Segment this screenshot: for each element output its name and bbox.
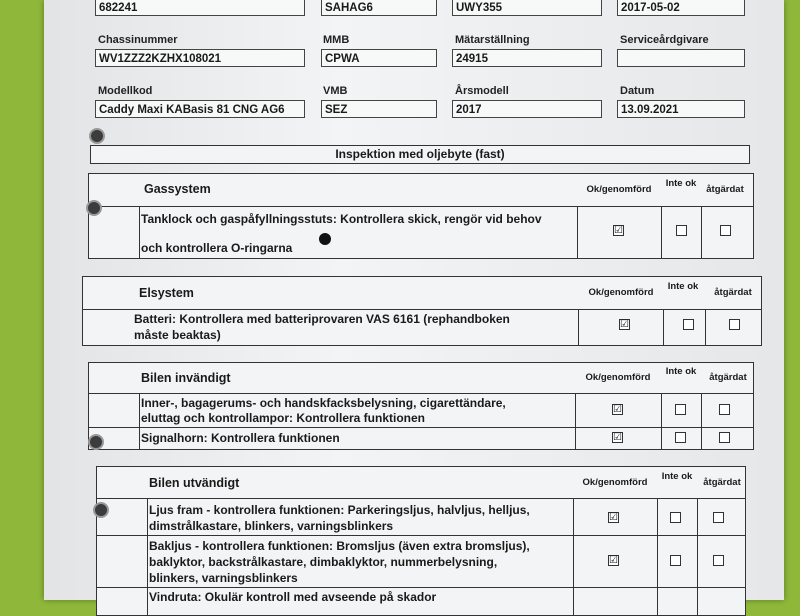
not-ok-checkbox[interactable] (676, 225, 687, 236)
chassis-field: WV1ZZZ2KZHX108021 (95, 49, 305, 67)
registration-field: UWY355 (452, 0, 602, 16)
not-ok-checkbox[interactable] (670, 555, 681, 566)
fixed-checkbox[interactable] (713, 512, 724, 523)
item-text: Inner-, bagagerums- och handskfacksbelysning, cigarettändare, (141, 396, 506, 410)
col-atgardat-header: åtgärdat (714, 287, 752, 298)
col-inte-header: Inte ok (661, 471, 693, 482)
service-advisor-label: Serviceårdgivare (620, 34, 709, 46)
item-text: Signalhorn: Kontrollera funktionen (141, 431, 340, 445)
fixed-checkbox[interactable] (719, 432, 730, 443)
item-text: måste beaktas) (134, 328, 221, 342)
col-inte-header: Inte ok (667, 281, 699, 292)
col-atgardat-header: åtgärdat (703, 477, 741, 488)
fixed-checkbox[interactable] (719, 404, 730, 415)
section-bilen-utvandigt (96, 466, 746, 616)
col-ok-header: Ok/genomförd (586, 184, 652, 195)
col-inte-header: Inte ok (665, 178, 697, 189)
binder-hole (93, 502, 109, 518)
service-advisor-field (617, 49, 745, 67)
mmb-field: CPWA (321, 49, 437, 67)
section-bilen-invandigt (88, 362, 754, 450)
odometer-field: 24915 (452, 49, 602, 67)
col-atgardat-header: åtgärdat (709, 372, 747, 383)
date-label: Datum (620, 85, 655, 97)
model-code-label: Modellkod (98, 85, 153, 97)
model-year-label: Årsmodell (455, 85, 509, 97)
col-ok-header: Ok/genomförd (585, 372, 651, 383)
section-title: Elsystem (139, 286, 194, 300)
first-registration-field: 2017-05-02 (617, 0, 745, 16)
odometer-label: Mätarställning (455, 34, 530, 46)
section-title: Bilen utvändigt (149, 476, 240, 490)
binder-hole (88, 434, 104, 450)
chassis-label: Chassinummer (98, 34, 178, 46)
vmb-field: SEZ (321, 100, 437, 118)
ok-checkbox[interactable]: ☑ (613, 432, 622, 443)
binder-hole (86, 200, 102, 216)
fixed-checkbox[interactable] (729, 319, 740, 330)
inspection-title: Inspektion med oljebyte (fast) (90, 145, 750, 164)
item-text: och kontrollera O-ringarna (141, 241, 293, 255)
date-field: 13.09.2021 (617, 100, 745, 118)
ok-checkbox[interactable]: ☑ (613, 404, 622, 415)
ok-checkbox[interactable]: ☑ (614, 225, 623, 236)
binder-hole (89, 128, 105, 144)
col-inte-header: Inte ok (665, 366, 697, 377)
item-text: blinkers, varningsblinkers (149, 571, 298, 585)
section-title: Bilen invändigt (141, 371, 231, 385)
model-year-field: 2017 (452, 100, 602, 118)
item-text: eluttag och kontrollampor: Kontrollera funktionen (141, 411, 426, 425)
item-text: Vindruta: Okulär kontroll med avseende på skador (149, 590, 437, 604)
model-code-field: Caddy Maxi KABasis 81 CNG AG6 (95, 100, 305, 118)
fixed-checkbox[interactable] (720, 225, 731, 236)
not-ok-checkbox[interactable] (675, 432, 686, 443)
section-title: Gassystem (144, 182, 211, 196)
col-ok-header: Ok/genomförd (582, 477, 648, 488)
punch-dot (319, 233, 331, 245)
item-text: Ljus fram - kontrollera funktionen: Parkeringsljus, halvljus, helljus, (149, 503, 530, 517)
vmb-label: VMB (323, 85, 348, 97)
ok-checkbox[interactable]: ☑ (620, 319, 629, 330)
item-text: baklyktor, backstrålkastare, dimbaklyktor, nummerbelysning, (149, 555, 498, 569)
engine-code-field: SAHAG6 (321, 0, 437, 16)
order-number-field: 682241 (95, 0, 305, 16)
item-text: Bakljus - kontrollera funktionen: Bromsljus (även extra bromsljus), (149, 539, 530, 553)
item-text: Batteri: Kontrollera med batteriprovaren VAS 6161 (rephandboken (134, 312, 510, 326)
col-atgardat-header: åtgärdat (706, 184, 744, 195)
section-elsystem (82, 276, 762, 346)
item-text: Tanklock och gaspåfyllningsstuts: Kontrollera skick, rengör vid behov (141, 212, 542, 226)
ok-checkbox[interactable]: ☑ (609, 555, 618, 566)
fixed-checkbox[interactable] (713, 555, 724, 566)
section-gassystem (88, 173, 754, 259)
not-ok-checkbox[interactable] (675, 404, 686, 415)
col-ok-header: Ok/genomförd (588, 287, 654, 298)
not-ok-checkbox[interactable] (683, 319, 694, 330)
ok-checkbox[interactable]: ☑ (609, 512, 618, 523)
mmb-label: MMB (323, 34, 350, 46)
not-ok-checkbox[interactable] (670, 512, 681, 523)
item-text: dimstrålkastare, blinkers, varningsblinkers (149, 519, 394, 533)
